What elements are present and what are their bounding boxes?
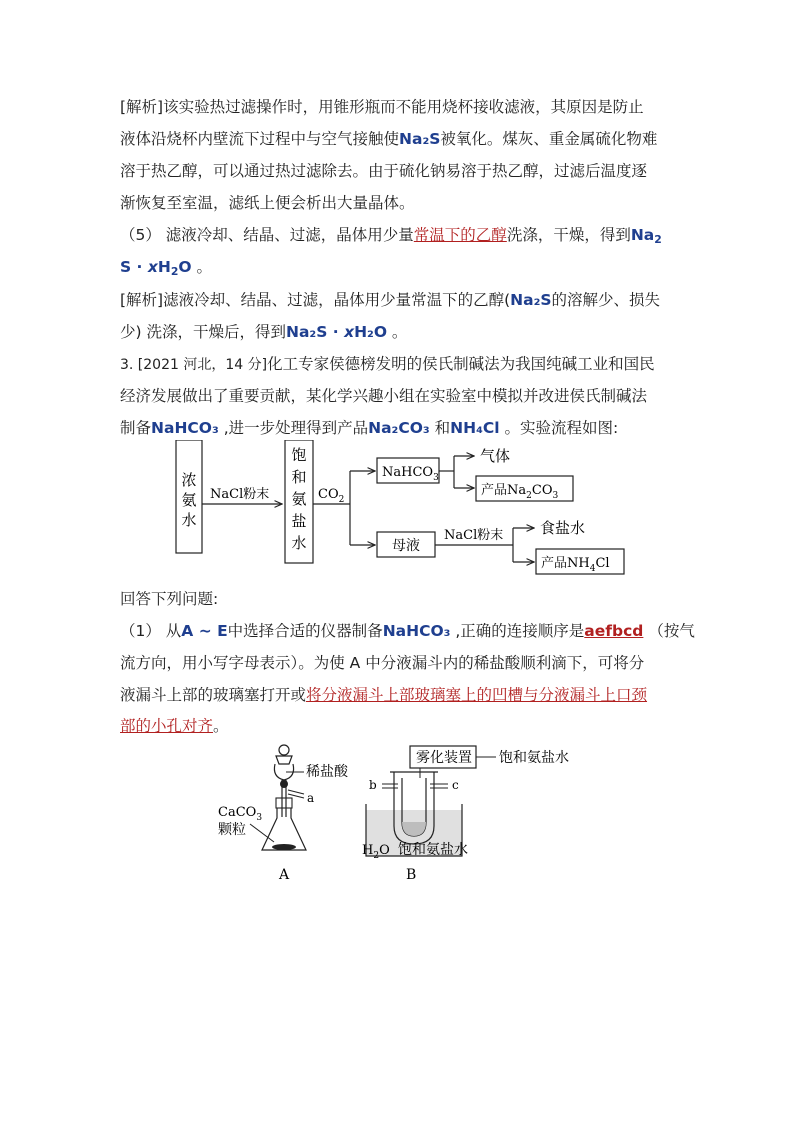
nacl-powder-label-2: NaCl粉末 (444, 528, 504, 543)
analysis-line-3: 溶于热乙醇，可以通过热过滤除去。由于硫化钠易溶于热乙醇，过滤后温度逐 (120, 162, 648, 180)
apparatus-a (218, 745, 349, 883)
brine-char-4: 盐 (291, 512, 307, 530)
brine-bottom-label: 饱和氨盐水 (398, 842, 468, 858)
q3-line-1: 3. [2021 河北，14 分]化工专家侯德榜发明的侯氏制碱法为我国纯碱工业和国民 (120, 355, 655, 373)
answer-intro: 回答下列问题: (120, 590, 219, 608)
q1-line-3: 液漏斗上部的玻璃塞打开或将分液漏斗上部玻璃塞上的凹槽与分液漏斗上口颈 (120, 686, 648, 704)
flask-stopper (276, 798, 292, 808)
atomizer-label: 雾化装置 (416, 750, 472, 766)
conical-flask (262, 808, 306, 850)
apparatus-b-label: B (406, 867, 417, 883)
funnel-top (276, 756, 292, 764)
funnel-stopcock (280, 780, 288, 788)
side-tube (288, 790, 304, 798)
q1-line-4: 部的小孔对齐。 (120, 717, 229, 735)
analysis2-line-1: [解析]滤液冷却、结晶、过滤，晶体用少量常温下的乙醇(Na₂S的溶解少、损失 (120, 291, 661, 309)
water-label: $H_2O$ (362, 843, 390, 861)
flow-diagram (168, 440, 638, 585)
q5-line-2: $S \cdot xH_2O$ 。 (120, 258, 213, 278)
analysis-line-1: [解析]该实验热过滤操作时，用锥形瓶而不能用烧杯接收滤液，其原因是防止 (120, 98, 644, 116)
brine-top-label: 饱和氨盐水 (499, 750, 569, 766)
co2-label: $CO_2$ (318, 487, 345, 505)
caco3-granules (272, 844, 296, 850)
q3-line-3: 制备NaHCO₃ ,进一步处理得到产品Na₂CO₃ 和NH₄Cl 。实验流程如图: (120, 419, 619, 437)
port-a-label: a (307, 791, 315, 805)
mother-liquor-text: 母液 (392, 538, 420, 554)
product1-text: 产品$Na_2CO_3$ (481, 483, 559, 501)
ammonia-char-2: 氨 (181, 491, 197, 509)
q1-line-1: （1） 从A ~ E中选择合适的仪器制备NaHCO₃ ,正确的连接顺序是aefbcd （按气 (120, 622, 695, 640)
q1-line-2: 流方向，用小写字母表示）。为使 A 中分液漏斗内的稀盐酸顺利滴下，可将分 (120, 654, 645, 672)
caco3-label: CaCO$_3$ (218, 805, 263, 823)
q3-line-2: 经济发展做出了重要贡献，某化学兴趣小组在实验室中模拟并改进侯氏制碱法 (120, 387, 648, 405)
port-b-tube (382, 784, 398, 788)
apparatus-a-label: A (279, 867, 290, 883)
stopper-knob (279, 745, 289, 755)
port-c-label: c (452, 778, 459, 792)
port-c-tube (430, 784, 448, 788)
granule-label: 颗粒 (218, 822, 246, 838)
nacl-powder-label-1: NaCl粉末 (210, 487, 270, 502)
brine-char-2: 和 (291, 468, 307, 486)
ammonia-char-1: 浓 (181, 471, 197, 489)
brine-char-1: 饱 (291, 446, 307, 464)
brine-char-3: 氨 (291, 490, 307, 508)
port-b-label: b (369, 778, 377, 792)
gas-label: 气体 (480, 447, 511, 465)
analysis2-line-2: 少) 洗涤，干燥后，得到Na₂S · xH₂O 。 (120, 323, 408, 341)
apparatus-figure (212, 742, 592, 887)
brine-char-5: 水 (291, 534, 307, 552)
analysis-line-4: 渐恢复至室温，滤纸上便会析出大量晶体。 (120, 194, 415, 212)
product2-text: 产品$NH_4Cl$ (541, 556, 610, 574)
nahco3-text: NaHCO$_3$ (382, 465, 439, 483)
salt-water-label: 食盐水 (540, 519, 586, 537)
analysis-line-2: 液体沿烧杯内壁流下过程中与空气接触使Na₂S被氧化。煤灰、重金属硫化物难 (120, 130, 658, 148)
ammonia-char-3: 水 (181, 511, 197, 529)
apparatus-b (362, 746, 569, 883)
q5-line-1: （5） 滤液冷却、结晶、过滤，晶体用少量常温下的乙醇洗涤，干燥，得到$Na_2$ (120, 226, 662, 246)
dilute-hcl-label: 稀盐酸 (306, 764, 348, 780)
